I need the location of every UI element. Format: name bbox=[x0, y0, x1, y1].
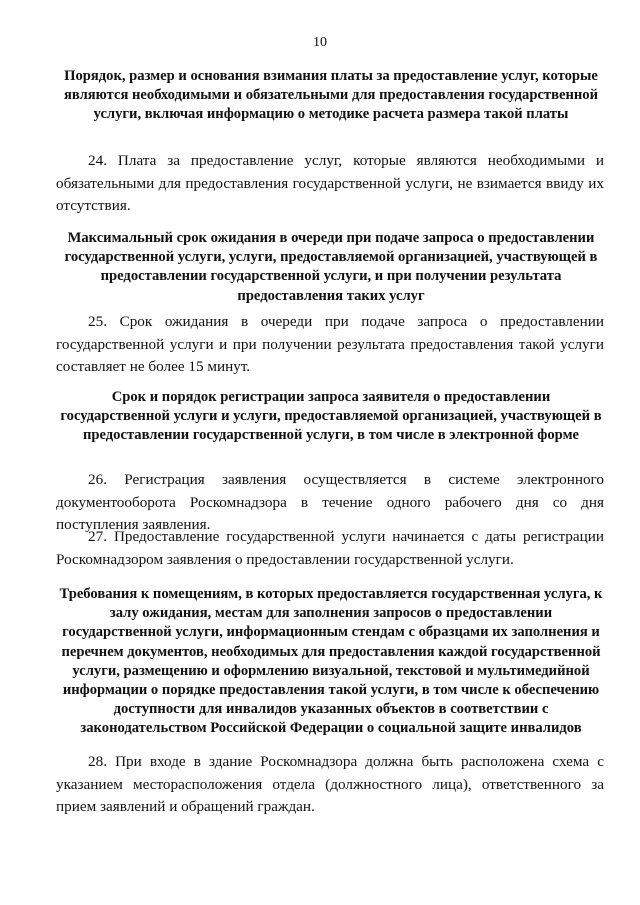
paragraph-27: 27. Предоставление государственной услуги начинается с даты регистрации Роскомнадзором заявления о предоставлении государственной услуги. bbox=[56, 528, 604, 568]
page-number: 10 bbox=[313, 35, 327, 50]
paragraph-25: 25. Срок ожидания в очереди при подаче запроса о предоставлении государственной услуги и при получении результата предоставления такой услуги составляет не более 15 минут. bbox=[56, 313, 604, 376]
section-heading-queue: Максимальный срок ожидания в очереди при подаче запроса о предоставлении государственной услуги, услуги, предоставляемой организацией, участвующей в предоставлении государственной услуги, и при получении результата предоставления таких услуг bbox=[64, 230, 598, 304]
paragraph-28: 28. При входе в здание Роскомнадзора должна быть расположена схема с указанием месторасположения отдела (должностного лица), ответственного за прием заявлений и обращений граждан. bbox=[56, 753, 604, 816]
paragraph-24: 24. Плата за предоставление услуг, которые являются необходимыми и обязательными для предоставления государственной услуги, не взимается ввиду их отсутствия. bbox=[56, 152, 604, 215]
section-heading-registration: Срок и порядок регистрации запроса заявителя о предоставлении государственной услуги и услуги, предоставляемой организацией, участвующей в предоставлении государственной услуги, в том числе в электронной форме bbox=[60, 389, 602, 444]
section-heading-fee: Порядок, размер и основания взимания платы за предоставление услуг, которые являются необходимыми и обязательными для предоставления государственной услуги, включая информацию о методике расчета размера такой платы bbox=[64, 68, 598, 123]
section-heading-premises: Требования к помещениям, в которых предоставляется государственная услуга, к залу ожидания, местам для заполнения запросов о предоставлении государственной услуги, информационным стендам с образцами их заполнения и перечнем документов, необходимых для предоставления каждой государственной услуги, размещению и оформлению визуальной, текстовой и мультимедийной информации о порядке предоставления такой услуги, в том числе к обеспечению доступности для инвалидов указанных объектов в соответствии с законодательством Российской Федерации о социальной защите инвалидов bbox=[59, 586, 603, 737]
paragraph-26: 26. Регистрация заявления осуществляется в системе электронного документооборота Роскомнадзора в течение одного рабочего дня со дня поступления заявления. bbox=[56, 471, 604, 534]
